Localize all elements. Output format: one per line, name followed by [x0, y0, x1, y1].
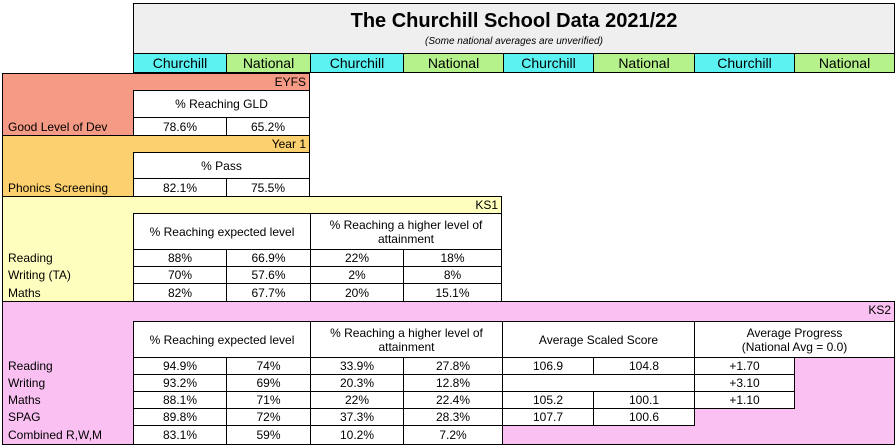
ks2-cell: 20.3% — [310, 374, 404, 392]
ks2-cell: 33.9% — [310, 357, 404, 375]
column-header-churchill: Churchill — [503, 53, 594, 73]
ks2-cell: 22% — [310, 391, 404, 409]
ks1-cell: 2% — [310, 266, 404, 284]
ks2-cell: 100.6 — [593, 408, 695, 426]
column-header-national: National — [403, 53, 504, 73]
ks1-cell: 22% — [310, 249, 404, 267]
ks2-cell: 106.9 — [502, 357, 594, 375]
ks2-progress-header — [694, 321, 895, 358]
ks2-progress-header-line1: Average Progress — [746, 325, 843, 340]
ks2-row-label: Reading — [8, 359, 53, 373]
year1-metric-header: % Pass — [133, 152, 310, 179]
ks2-expected-header: % Reaching expected level — [133, 321, 311, 358]
ks1-cell: 8% — [403, 266, 502, 284]
ks2-cell: 72% — [226, 408, 311, 426]
ks2-cell: 94.9% — [133, 357, 227, 375]
ks1-cell: 67.7% — [226, 283, 311, 302]
year1-row-label: Phonics Screening — [8, 180, 109, 195]
ks2-cell-empty — [502, 374, 695, 392]
eyfs-churchill-value: 78.6% — [133, 117, 227, 136]
column-header-churchill: Churchill — [310, 53, 404, 73]
ks2-cell: +1.10 — [694, 391, 795, 409]
ks1-cell: 15.1% — [403, 283, 502, 302]
ks1-cell: 20% — [310, 283, 404, 302]
ks1-cell: 70% — [133, 266, 227, 284]
ks1-row-label: Reading — [8, 251, 53, 265]
eyfs-national-value: 65.2% — [226, 117, 310, 136]
ks2-cell: +1.70 — [694, 357, 795, 375]
ks2-cell: 22.4% — [403, 391, 503, 409]
ks2-higher-header: % Reaching a higher level of attainment — [310, 321, 503, 358]
ks2-progress-header-line2: (National Avg = 0.0) — [741, 339, 848, 354]
ks1-cell: 18% — [403, 249, 502, 267]
column-header-row — [133, 53, 895, 73]
ks2-cell: 27.8% — [403, 357, 503, 375]
ks1-cell: 88% — [133, 249, 227, 267]
ks2-row-label: Combined R,W,M — [8, 428, 103, 442]
ks2-cell: 93.2% — [133, 374, 227, 392]
page-title: The Churchill School Data 2021/22 — [350, 10, 678, 32]
year1-national-value: 75.5% — [226, 178, 310, 197]
ks2-cell: 89.8% — [133, 408, 227, 426]
ks1-tag: KS1 — [475, 198, 498, 212]
ks2-cell: 7.2% — [403, 425, 503, 445]
ks1-row-label: Maths — [8, 285, 41, 300]
column-header-national: National — [226, 53, 311, 73]
ks2-cell: 74% — [226, 357, 311, 375]
ks1-cell: 82% — [133, 283, 227, 302]
ks2-cell: 10.2% — [310, 425, 404, 445]
ks2-cell: 28.3% — [403, 408, 503, 426]
ks2-row-label: SPAG — [8, 410, 41, 424]
ks2-cell: 37.3% — [310, 408, 404, 426]
column-header-churchill: Churchill — [133, 53, 227, 73]
ks2-cell: +3.10 — [694, 374, 795, 392]
eyfs-tag: EYFS — [274, 75, 306, 89]
ks2-cell: 83.1% — [133, 425, 227, 445]
ks1-cell: 57.6% — [226, 266, 311, 284]
ks1-row-label: Writing (TA) — [8, 268, 71, 282]
column-header-churchill: Churchill — [694, 53, 795, 73]
year1-churchill-value: 82.1% — [133, 178, 227, 197]
column-header-national: National — [794, 53, 895, 73]
ks2-cell: 69% — [226, 374, 311, 392]
eyfs-row-label: Good Level of Dev — [8, 119, 108, 134]
ks2-cell: 12.8% — [403, 374, 503, 392]
year1-tag: Year 1 — [271, 137, 306, 151]
ks1-higher-header: % Reaching a higher level of attainment — [310, 213, 502, 250]
ks2-row-label: Maths — [8, 393, 41, 407]
ks1-cell: 66.9% — [226, 249, 311, 267]
column-header-national: National — [593, 53, 695, 73]
eyfs-metric-header: % Reaching GLD — [133, 90, 310, 118]
page-subtitle: (Some national averages are unverified) — [425, 36, 603, 47]
ks2-tag: KS2 — [868, 303, 891, 317]
ks1-expected-header: % Reaching expected level — [133, 213, 311, 250]
title-block — [133, 3, 895, 54]
ks2-scaled-score-header: Average Scaled Score — [502, 321, 695, 358]
ks2-cell: 71% — [226, 391, 311, 409]
ks2-cell: 107.7 — [502, 408, 594, 426]
ks2-cell: 105.2 — [502, 391, 594, 409]
ks2-row-label: Writing — [8, 376, 46, 390]
ks2-cell: 88.1% — [133, 391, 227, 409]
ks2-cell: 104.8 — [593, 357, 695, 375]
ks2-cell: 59% — [226, 425, 311, 445]
ks2-cell: 100.1 — [593, 391, 695, 409]
